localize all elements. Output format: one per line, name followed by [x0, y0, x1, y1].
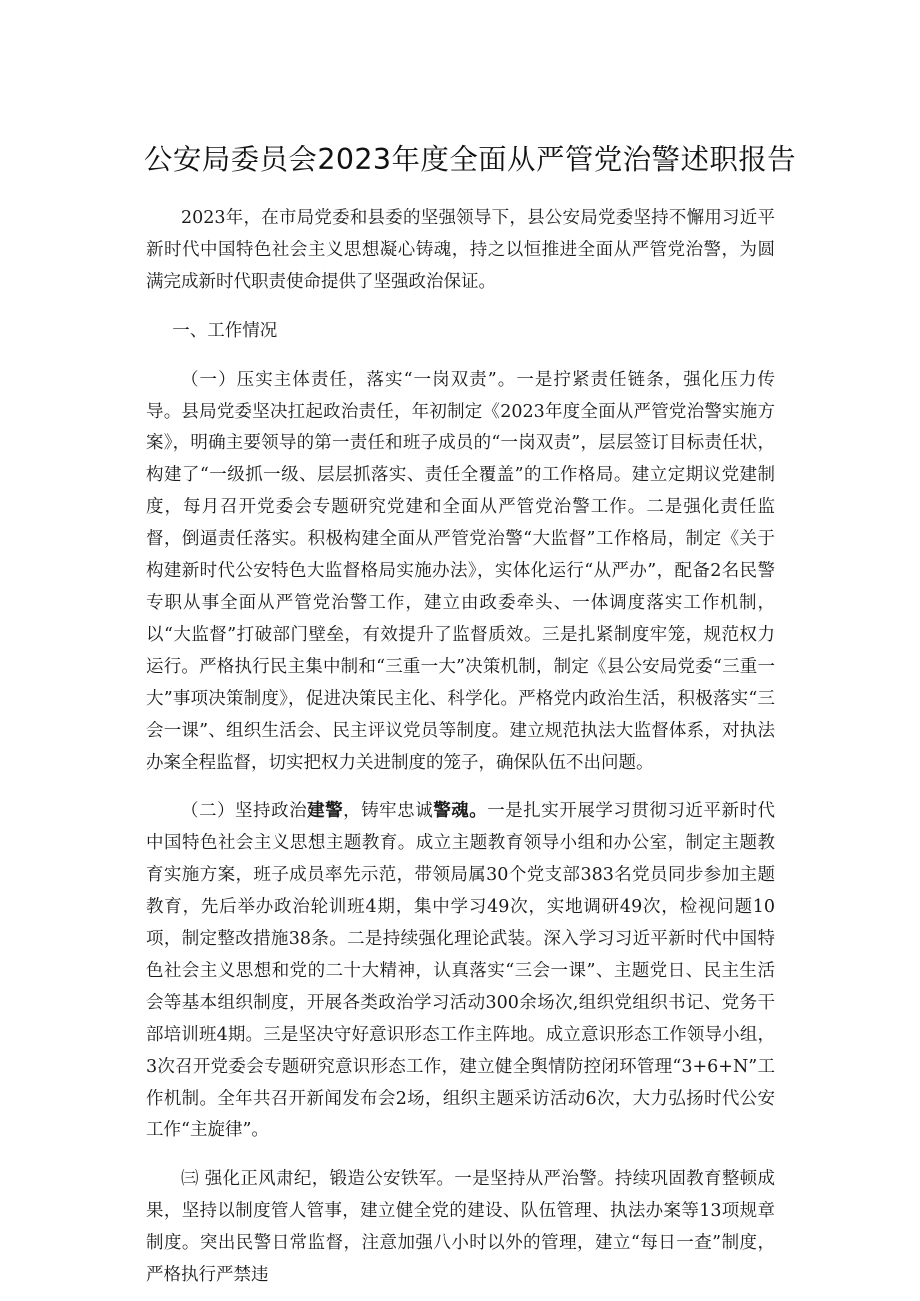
part-three-text: 一是坚持从严治警。持续巩固教育整顿成果，坚持以制度管人管事，建立健全党的建设、队伍管理、执法办案等13项规章制度。突出民警日常监督，注意加强八小时以外的管理，建立“每日一查”制度，严格执行严禁违 [146, 1169, 776, 1286]
part-three-heading: ㈢ 强化正风肃纪，锻造公安铁军。 [181, 1169, 455, 1190]
intro-paragraph: 2023年，在市局党委和县委的坚强领导下，县公安局党委坚持不懈用习近平新时代中国特色社会主义思想凝心铸魂，持之以恒推进全面从严管党治警，为圆满完成新时代职责使命提供了坚强政治保证。 [146, 208, 775, 292]
part-two-heading-c: ，铸牢忠诚 [343, 801, 434, 822]
paragraph-gap [146, 779, 775, 796]
part-three-paragraph [146, 1164, 775, 1292]
part-two-heading-a: （二）坚持政治 [181, 801, 308, 822]
part-two-paragraph [146, 796, 775, 1147]
part-one-text: 一是拧紧责任链条，强化压力传导。县局党委坚决扛起政治责任，年初制定《2023年度全面从严管党治警实施方案》，明确主要领导的第一责任和班子成员的“一岗双责”，层层签订目标责任状，构建了“一级抓一级、层层抓落实、责任全覆盖”的工作格局。建立定期议党建制度，每月召开党委会专题研究党建和全面从严管党治警工作。二是强化责任监督，倒逼责任落实。积极构建全面从严管党治警“大监督”工作格局，制定《关于构建新时代公安特色大监督格局实施办法》，实体化运行“从严办”，配备2名民警专职从事全面从严管党治警工作，建立由政委牵头、一体调度落实工作机制，以“大监督”打破部门壁垒，有效提升了监督质效。三是扎紧制度牢笼，规范权力运行。严格执行民主集中制和“三重一大”决策机制，制定《县公安局党委“三重一大”事项决策制度》，促进决策民主化、科学化。严格党内政治生活，积极落实“三会一课”、组织生活会、民主评议党员等制度。建立规范执法大监督体系，对执法办案全程监督，切实把权力关进制度的笼子，确保队伍不出问题。 [146, 369, 775, 773]
paragraph-gap [146, 348, 775, 365]
part-two-text: 一是扎实开展学习贯彻习近平新时代中国特色社会主义思想主题教育。成立主题教育领导小组和办公室，制定主题教育实施方案，班子成员率先示范，带领局属30个党支部383名党员同步参加主题教育，先后举办政治轮训班4期，集中学习49次，实地调研49次，检视问题10项，制定整改措施38条。二是持续强化理论武装。深入学习习近平新时代中国特色社会主义思想和党的二十大精神，认真落实“三会一课”、主题党日、民主生活会等基本组织制度，开展各类政治学习活动300余场次,组织党组织书记、党务干部培训班4期。三是坚决守好意识形态工作主阵地。成立意识形态工作领导小组，3次召开党委会专题研究意识形态工作，建立健全舆情防控闭环管理“3+6+N”工作机制。全年共召开新闻发布会2场，组织主题采访活动6次，大力弘扬时代公安工作“主旋律”。 [146, 801, 775, 1141]
part-two-heading-b: 建警 [307, 801, 344, 822]
document-title: 公安局委员会2023年度全面从严管党治警述职报告 [143, 143, 797, 176]
section-heading: 一、工作情况 [172, 320, 278, 341]
part-two-heading-d: 警魂。 [433, 801, 488, 822]
document-body [146, 203, 775, 1292]
paragraph-gap [146, 1147, 775, 1164]
part-one-paragraph [146, 365, 775, 780]
part-one-heading: （一）压实主体责任，落实“一岗双责”。 [181, 369, 517, 390]
paragraph-gap [146, 299, 775, 316]
